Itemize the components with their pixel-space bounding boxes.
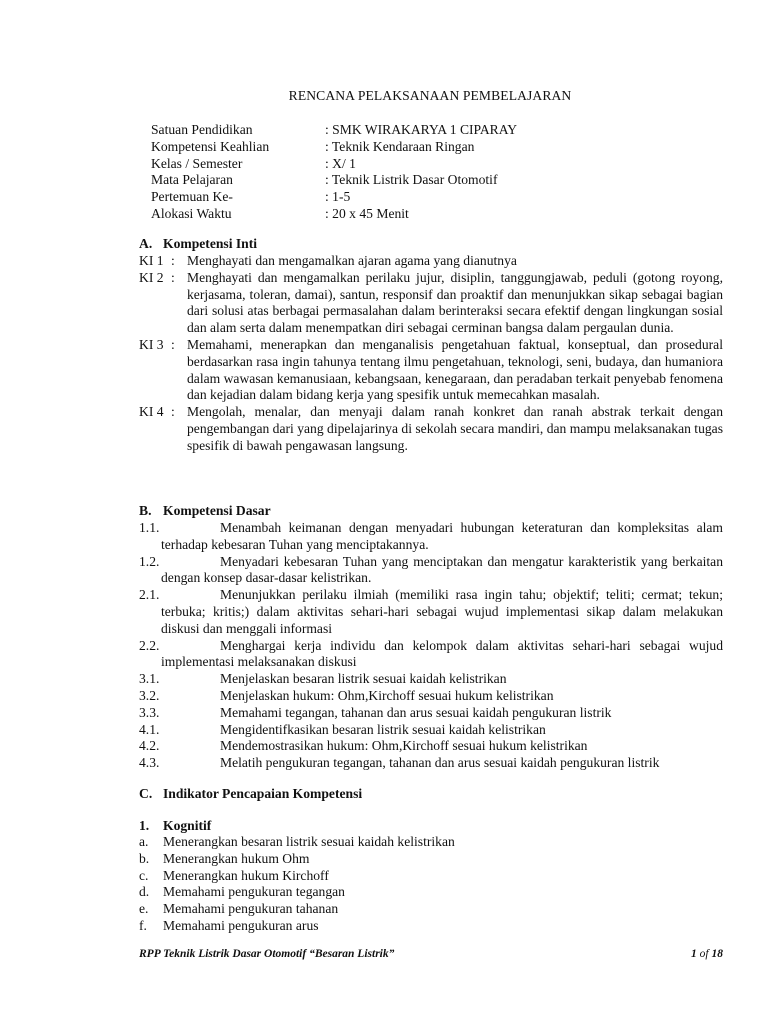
current-page: 1 xyxy=(691,948,697,960)
kd-number: 4.2. xyxy=(139,738,160,754)
meta-value: : 1-5 xyxy=(325,189,351,205)
ki-text: Menghayati dan mengamalkan ajaran agama yang dianutnya xyxy=(187,253,517,268)
list-item xyxy=(139,901,723,918)
item-text: Memahami pengukuran tegangan xyxy=(163,884,345,900)
meta-row xyxy=(151,206,631,223)
list-item xyxy=(139,671,723,688)
section-title: Kompetensi Inti xyxy=(163,236,258,251)
ki-code: KI 4 xyxy=(139,404,164,420)
list-item xyxy=(139,868,723,885)
list-item xyxy=(139,554,723,588)
meta-label: Mata Pelajaran xyxy=(151,172,233,188)
item-letter: e. xyxy=(139,901,149,917)
page-of: of xyxy=(699,948,709,960)
list-item xyxy=(139,722,723,739)
kd-text: Memahami tegangan, tahanan dan arus sesuai kaidah pengukuran listrik xyxy=(220,704,612,720)
meta-row xyxy=(151,172,631,189)
ki-code: KI 2 xyxy=(139,269,164,285)
kompetensi-dasar-list xyxy=(139,520,723,772)
list-item xyxy=(139,688,723,705)
kognitif-heading xyxy=(139,818,211,834)
item-text: Memahami pengukuran tahanan xyxy=(163,901,339,917)
identity-table xyxy=(151,122,631,223)
list-item xyxy=(139,738,723,755)
meta-value: : 20 x 45 Menit xyxy=(325,205,409,221)
list-item xyxy=(139,918,723,935)
list-item xyxy=(139,755,723,772)
item-letter: a. xyxy=(139,834,149,849)
total-pages: 18 xyxy=(711,948,723,960)
kd-number: 3.1. xyxy=(139,671,160,687)
item-letter: f. xyxy=(139,917,147,933)
kd-text: Menyadari kebesaran Tuhan yang menciptakan dan mengatur karakteristik yang berkaitan dengan konsep dasar-dasar kelistrikan. xyxy=(161,553,723,586)
kd-number: 3.3. xyxy=(139,704,160,720)
list-item xyxy=(139,270,723,337)
ki-text: Menghayati dan mengamalkan perilaku jujur, disiplin, tanggungjawab, peduli (gotong royong, kerjasama, toleran, damai), santun, responsif dan proaktif dan menunjukkan sikap sebagai bagian dari solusi atas berbagai permasalahan dalam berinteraksi secara efektif dengan lingkungan sosial dan alam serta dalam menempatkan diri sebagai cerminan bangsa dalam pergaulan dunia. xyxy=(187,269,723,336)
item-letter: b. xyxy=(139,850,150,866)
kd-text: Mendemostrasikan hukum: Ohm,Kirchoff sesuai hukum kelistrikan xyxy=(220,738,588,754)
meta-row xyxy=(151,139,631,156)
ki-text: Memahami, menerapkan dan menganalisis pengetahuan faktual, konseptual, dan prosedural berdasarkan rasa ingin tahunya tentang ilmu pengetahuan, teknologi, seni, budaya, dan humaniora dalam wawasan kemanusiaan, kebangsaan, kenegaraan, dan peradaban terkait penyebab fenomena dan kejadian dalam bidang kerja yang spesifik untuk memecahkan masalah. xyxy=(187,336,723,403)
section-a-heading xyxy=(139,236,257,252)
subsection-number: 1. xyxy=(139,818,150,833)
item-letter: d. xyxy=(139,884,150,900)
kd-number: 2.2. xyxy=(139,637,160,653)
meta-value: : Teknik Listrik Dasar Otomotif xyxy=(325,172,498,188)
item-text: Menerangkan hukum Ohm xyxy=(163,850,310,866)
ki-text: Mengolah, menalar, dan menyaji dalam ranah konkret dan ranah abstrak terkait dengan pengembangan dari yang dipelajarinya di sekolah secara mandiri, dan mampu melaksanakan tugas spesifik di bawah pengawasan langsung. xyxy=(187,404,724,453)
section-letter: C. xyxy=(139,786,153,801)
meta-value: : Teknik Kendaraan Ringan xyxy=(325,138,475,154)
list-item xyxy=(139,834,723,851)
kognitif-list xyxy=(139,834,723,935)
meta-label: Kompetensi Keahlian xyxy=(151,138,270,154)
kd-number: 1.2. xyxy=(139,553,160,569)
kd-number: 4.3. xyxy=(139,755,160,771)
meta-label: Alokasi Waktu xyxy=(151,205,232,221)
meta-value: : SMK WIRAKARYA 1 CIPARAY xyxy=(325,122,518,137)
meta-row xyxy=(151,189,631,206)
list-item xyxy=(139,587,723,637)
item-letter: c. xyxy=(139,867,149,883)
kd-text: Menambah keimanan dengan menyadari hubungan keteraturan dan kompleksitas alam terhadap kebesaran Tuhan yang menciptakannya. xyxy=(161,520,723,552)
list-item xyxy=(139,520,723,554)
meta-label: Satuan Pendidikan xyxy=(151,122,253,137)
page-number xyxy=(691,948,723,960)
list-item xyxy=(139,253,723,270)
ki-code: KI 1 xyxy=(139,253,164,268)
list-item xyxy=(139,337,723,404)
subsection-title: Kognitif xyxy=(163,818,212,833)
ki-colon: : xyxy=(171,336,175,352)
ki-colon: : xyxy=(171,269,175,285)
kd-text: Menunjukkan perilaku ilmiah (memiliki rasa ingin tahu; objektif; teliti; cermat; tekun; terbuka; kritis;) dalam aktivitas sehari-hari sebagai wujud implementasi sikap dalam melakukan diskusi dan menggali informasi xyxy=(161,587,723,636)
kd-number: 1.1. xyxy=(139,520,160,535)
kompetensi-inti-list xyxy=(139,253,723,455)
kd-text: Melatih pengukuran tegangan, tahanan dan arus sesuai kaidah pengukuran listrik xyxy=(220,755,660,771)
meta-row xyxy=(151,122,631,139)
kd-number: 2.1. xyxy=(139,587,160,603)
kd-number: 3.2. xyxy=(139,687,160,703)
section-letter: B. xyxy=(139,503,152,518)
kd-text: Menjelaskan hukum: Ohm,Kirchoff sesuai hukum kelistrikan xyxy=(220,687,554,703)
footer-doc-title: RPP Teknik Listrik Dasar Otomotif “Besaran Listrik” xyxy=(139,948,395,960)
kd-text: Mengidentifkasikan besaran listrik sesuai kaidah kelistrikan xyxy=(220,721,546,737)
item-text: Menerangkan hukum Kirchoff xyxy=(163,867,329,883)
list-item xyxy=(139,638,723,672)
list-item xyxy=(139,705,723,722)
list-item xyxy=(139,404,723,454)
list-item xyxy=(139,884,723,901)
list-item xyxy=(139,851,723,868)
ki-colon: : xyxy=(171,404,175,420)
meta-label: Kelas / Semester xyxy=(151,155,243,171)
ki-colon: : xyxy=(171,253,175,268)
item-text: Memahami pengukuran arus xyxy=(163,917,319,933)
kd-text: Menjelaskan besaran listrik sesuai kaidah kelistrikan xyxy=(220,671,507,687)
section-title: Kompetensi Dasar xyxy=(163,503,271,518)
section-b-heading xyxy=(139,503,271,519)
kd-text: Menghargai kerja individu dan kelompok dalam aktivitas sehari-hari sebagai wujud implementasi melaksanakan diskusi xyxy=(161,637,723,670)
ki-code: KI 3 xyxy=(139,336,164,352)
section-letter: A. xyxy=(139,236,153,251)
item-text: Menerangkan besaran listrik sesuai kaidah kelistrikan xyxy=(163,834,455,849)
section-c-heading xyxy=(139,786,362,802)
section-title: Indikator Pencapaian Kompetensi xyxy=(163,786,363,801)
meta-value: : X/ 1 xyxy=(325,155,356,171)
kd-number: 4.1. xyxy=(139,721,160,737)
meta-row xyxy=(151,156,631,173)
meta-label: Pertemuan Ke- xyxy=(151,189,233,205)
document-title: RENCANA PELAKSANAAN PEMBELAJARAN xyxy=(288,88,572,103)
